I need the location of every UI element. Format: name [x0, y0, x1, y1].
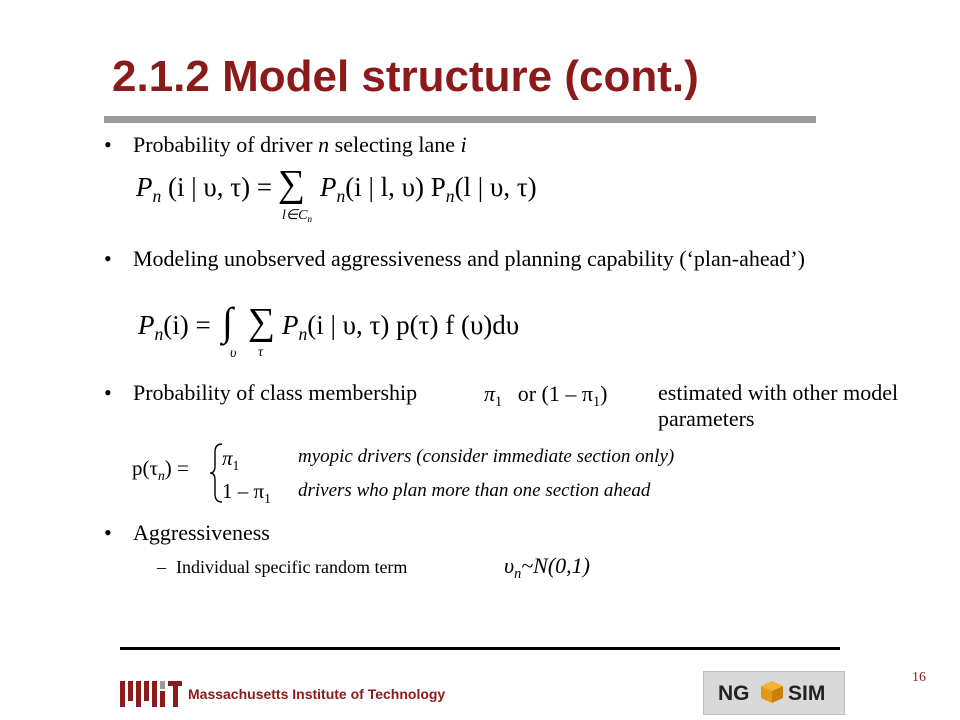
equation-integral-lhs: $P_n(i)$ =: [138, 310, 211, 345]
piecewise-case1-text: myopic drivers (consider immediate section only): [298, 446, 675, 467]
mit-logo: [120, 681, 460, 707]
institution-name: Massachusetts Institute of Technology: [188, 686, 446, 702]
title-underline: [104, 116, 816, 123]
mit-logo-icon: [120, 681, 184, 707]
summation-symbol: ∑: [278, 163, 306, 205]
bullet-aggressiveness: Aggressiveness: [133, 520, 270, 545]
summation-index: $l\in C_n$: [282, 208, 312, 225]
equation-lane-choice-rhs: $P_n(i$ | l, υ) $P_n(l$ | υ, τ): [320, 172, 537, 207]
slide-title: 2.1.2 Model structure (cont.): [112, 52, 699, 101]
bullet-driver-lane: Probability of driver n selecting lane i: [133, 132, 467, 157]
summation-index: τ: [258, 345, 264, 360]
ngsim-logo-left: NG: [718, 682, 750, 705]
class-probability-inline: $\pi_1$ or $(1 - \pi_1)$: [484, 381, 608, 410]
bullet-marker: •: [104, 246, 112, 271]
sub-bullet-random-term: Individual specific random term: [176, 557, 408, 577]
equation-lane-choice: $P_n$ (i | υ, τ) =: [136, 172, 273, 207]
summation-symbol: ∑: [248, 301, 276, 343]
integral-index: υ: [230, 346, 237, 361]
piecewise-case2-value: $1 - \pi_1$: [222, 479, 271, 506]
bullet-marker: •: [104, 520, 112, 545]
page-number: 16: [912, 670, 926, 685]
bullet-marker: •: [104, 132, 112, 157]
bullet-class-tail: estimated with other model parameters: [658, 380, 899, 431]
cube-icon: [760, 680, 784, 704]
bullet-class-membership: Probability of class membership: [133, 380, 418, 405]
sub-bullet-dash: –: [157, 557, 166, 577]
equation-integral-body: $P_n(i$ | υ, τ) p(τ) f (υ)dυ: [282, 310, 520, 345]
ngsim-logo-right: SIM: [788, 682, 826, 705]
piecewise-case1-value: $\pi_1$: [222, 446, 240, 473]
aggressiveness-distribution: $\upsilon_n\sim N(0,1)$: [504, 553, 590, 582]
bullet-marker: •: [104, 380, 112, 405]
footer-rule: [120, 647, 840, 650]
integral-symbol: ∫: [222, 299, 233, 344]
piecewise-lhs: $p(\tau_n)$ =: [132, 456, 189, 483]
piecewise-case2-text: drivers who plan more than one section ahead: [298, 480, 651, 501]
bullet-unobserved: Modeling unobserved aggressiveness and planning capability (‘plan-ahead’): [133, 246, 806, 271]
ngsim-logo: [703, 671, 845, 715]
